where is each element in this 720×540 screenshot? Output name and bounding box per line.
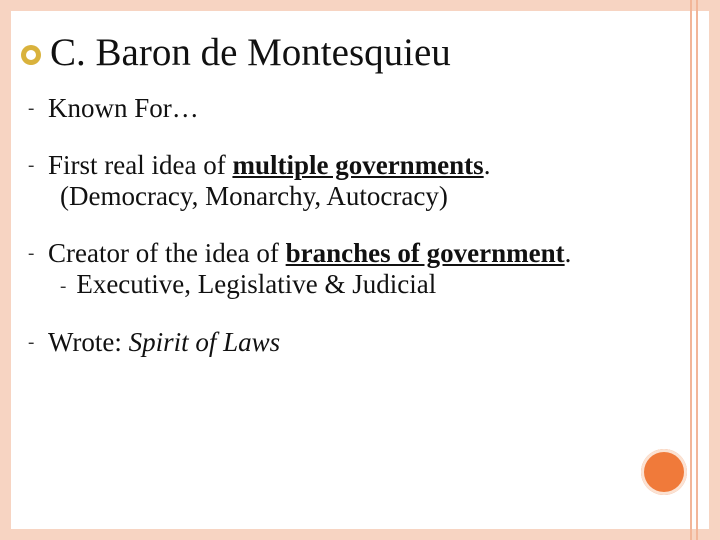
slide-title xyxy=(20,30,451,76)
bullet-prefix: Creator of the idea of xyxy=(48,238,286,268)
sub-bullet-dash: - xyxy=(60,276,67,298)
bullet-emphasis: multiple governments xyxy=(232,150,484,180)
bullet-suffix: . xyxy=(564,238,572,268)
bullet-dash: - xyxy=(28,243,35,264)
bullet-dash: - xyxy=(28,98,35,119)
decorative-rule-right xyxy=(696,0,698,540)
sub-bullet-text: Executive, Legislative & Judicial xyxy=(76,269,437,299)
bullet-prefix: First real idea of xyxy=(48,150,233,180)
sub-bullet xyxy=(48,269,571,302)
circle-bullet-icon xyxy=(20,44,42,66)
bullet-line xyxy=(48,150,490,181)
bullet-line xyxy=(48,327,280,358)
bullet-dash: - xyxy=(28,155,35,176)
bullet-emphasis: branches of government xyxy=(285,238,565,268)
bullet-line xyxy=(48,238,571,269)
book-title: Spirit of Laws xyxy=(128,327,281,357)
title-text: C. Baron de Montesquieu xyxy=(50,31,451,74)
decorative-rule-left xyxy=(690,0,692,540)
bullet-prefix: Wrote: xyxy=(48,327,129,357)
bullet-continuation: (Democracy, Monarchy, Autocracy) xyxy=(60,181,448,211)
bullet-suffix: . xyxy=(483,150,491,180)
bullet-text: Known For… xyxy=(48,93,199,123)
orange-circle-decoration xyxy=(641,449,687,495)
bullet-dash: - xyxy=(28,332,35,353)
